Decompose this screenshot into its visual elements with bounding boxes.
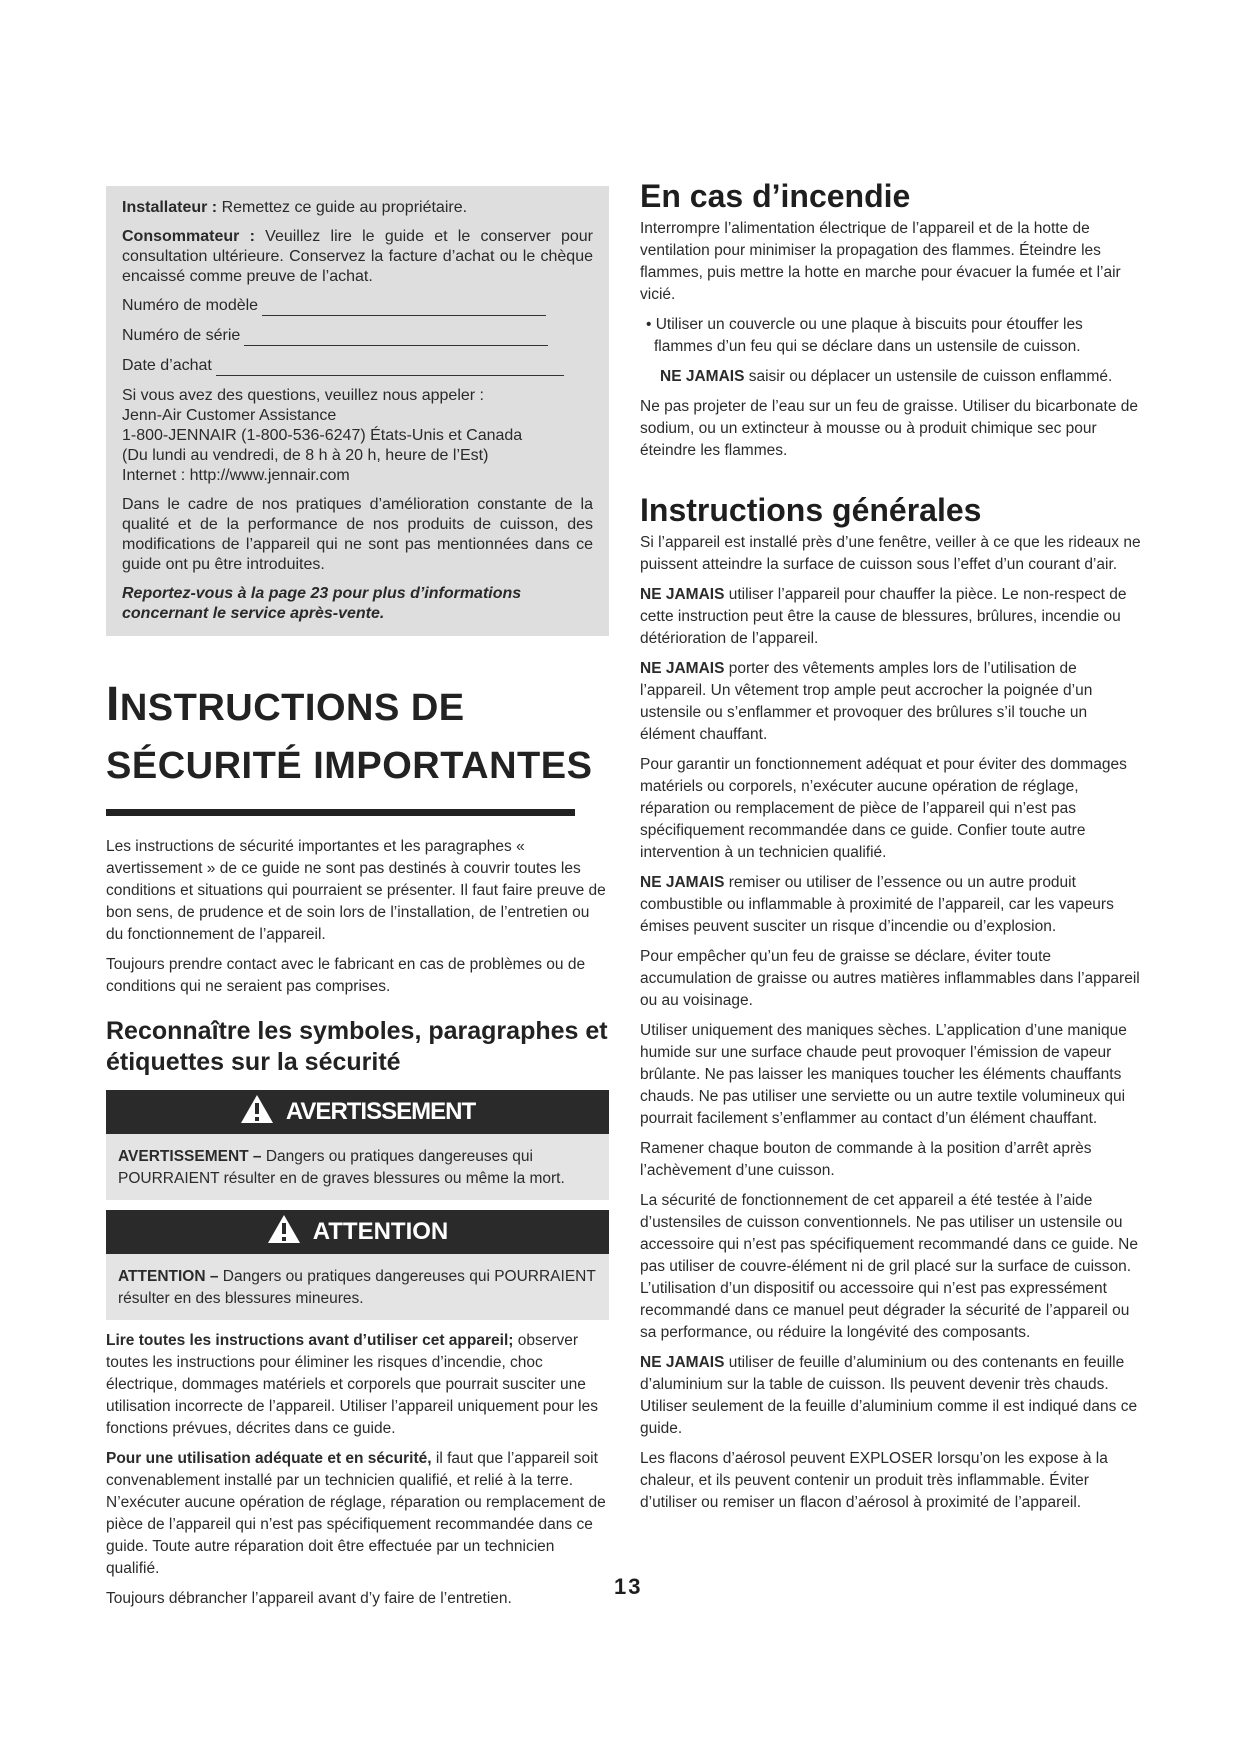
intro-paragraph: Les instructions de sécurité importantes et les paragraphes « avertissement » de ce guide ne sont pas destinés à couvrir toutes les conditions et situations qui pourraient se présenter. Il faut faire preuve de bon sens, de prudence et de soin lors de l’installation, de l’entretien ou du fonctionnement de l’appareil. [106, 838, 606, 943]
read-all-text: observer toutes les instructions pour éliminer les risques d’incendie, choc électrique, dommages matériels et corporels que pourrait susciter une utilisation incorrecte de l’appareil. Utiliser l’appareil uniquement pour les fonctions prévues, décrites dans ce guide. [106, 1332, 598, 1437]
general-paragraph [640, 872, 1145, 938]
never-label: NE JAMAIS [640, 660, 725, 677]
main-title-rest: NSTRUCTIONS DE [119, 687, 465, 729]
contact-line: 1-800-JENNAIR (1-800-536-6247) États-Unis et Canada [122, 427, 523, 444]
attention-triangle-icon [267, 1214, 301, 1251]
warning-bar [106, 1090, 609, 1134]
general-paragraph: Si l’appareil est installé près d’une fenêtre, veiller à ce que les rideaux ne puissent atteindre la surface de cuisson sous l’effet d’un courant d’air. [640, 534, 1141, 573]
fire-never-paragraph [640, 366, 1145, 388]
never-label: NE JAMAIS [640, 586, 725, 603]
warning-term: AVERTISSEMENT – [118, 1148, 262, 1165]
read-all-bold: Lire toutes les instructions avant d’utiliser cet appareil; [106, 1332, 514, 1349]
never-label: NE JAMAIS [660, 368, 745, 385]
purchase-date-field [122, 356, 593, 376]
fire-never-text: saisir ou déplacer un ustensile de cuisson enflammé. [744, 368, 1113, 385]
consumer-text: Veuillez lire le guide et le conserver pour consultation ultérieure. Conservez la facture d’achat ou le chèque encaissé comme preuve de l’achat. [122, 228, 594, 285]
warning-triangle-icon [240, 1094, 274, 1131]
general-paragraph: Utiliser uniquement des maniques sèches. L’application d’une manique humide sur une surface chaude peut provoquer l’émission de vapeur brûlante. Ne pas laisser les maniques toucher les éléments chauffants chauds. Ne pas utiliser une serviette ou un autre textile volumineux qui pourrait facilement s’enflammer au contact d’un élément chauffant. [640, 1022, 1127, 1127]
serial-number-label: Numéro de série [122, 327, 241, 344]
general-section [640, 532, 1145, 1514]
general-paragraph [640, 584, 1145, 650]
general-paragraph: Pour empêcher qu’un feu de graisse se déclare, éviter toute accumulation de graisse ou autres matières inflammables dans l’appareil ou au voisinage. [640, 948, 1140, 1009]
general-paragraph [640, 1352, 1145, 1440]
fire-bullet: • Utiliser un couvercle ou une plaque à biscuits pour étouffer les flammes d’un feu qui se déclare dans un ustensile de cuisson. [646, 316, 1083, 355]
page-number: 13 [614, 1574, 643, 1599]
installer-label: Installateur : [122, 199, 218, 216]
main-title-initial: I [106, 678, 120, 731]
serial-number-line [244, 329, 548, 346]
fire-heading: En cas d’incendie [640, 178, 911, 214]
installer-text: Remettez ce guide au propriétaire. [217, 199, 468, 216]
consumer-note [122, 227, 593, 287]
general-paragraph: Ramener chaque bouton de commande à la position d’arrêt après l’achèvement d’une cuisson. [640, 1140, 1092, 1179]
right-column [640, 178, 1145, 1522]
consumer-label: Consommateur : [122, 228, 255, 245]
attention-description [106, 1254, 609, 1320]
attention-text: Dangers ou pratiques dangereuses qui POURRAIENT résulter en des blessures mineures. [118, 1268, 596, 1307]
attention-bar [106, 1210, 609, 1254]
contact-line: Jenn-Air Customer Assistance [122, 407, 337, 424]
general-paragraph: La sécurité de fonctionnement de cet appareil a été testée à l’aide d’ustensiles de cuisson conventionnels. Ne pas utiliser un ustensile ou accessoire qui n’est pas spécifiquement recommandé dans ce guide. Ne pas utiliser de couvre-élément ni de gril placé sur la surface de cuisson. L’utilisation d’un dispositif ou accessoire qui n’est pas expressément recommandé dans ce manuel peut dégrader la sécurité de l’appareil ou sa performance, ou réduire la longévité des composants. [640, 1192, 1138, 1341]
symbols-heading: Reconnaître les symboles, paragraphes et étiquettes sur la sécurité [106, 1017, 608, 1076]
attention-term: ATTENTION – [118, 1268, 219, 1285]
improvement-note: Dans le cadre de nos pratiques d’amélioration constante de la qualité et de la performance de nos produits de cuisson, des modifications de l’appareil qui ne sont pas mentionnées dans ce guide ont pu être introduites. [122, 496, 593, 573]
general-paragraph [640, 658, 1145, 746]
proper-use-paragraph [106, 1448, 609, 1580]
general-text: remiser ou utiliser de l’essence ou un autre produit combustible ou inflammable à proximité de l’appareil, car les vapeurs émises peuvent susciter un risque d’incendie ou d’explosion. [640, 874, 1114, 935]
contact-line: Si vous avez des questions, veuillez nous appeler : [122, 387, 484, 404]
intro-text [106, 836, 609, 998]
fire-section [640, 218, 1145, 462]
main-title-line2: SÉCURITÉ IMPORTANTES [106, 745, 593, 787]
contact-line: (Du lundi au vendredi, de 8 h à 20 h, heure de l’Est) [122, 447, 489, 464]
general-text: utiliser de feuille d’aluminium ou des contenants en feuille d’aluminium sur la table de cuisson. Ils peuvent devenir très chauds. Utiliser seulement de la feuille d’aluminium comme il est indiqué dans ce guide. [640, 1354, 1138, 1437]
purchase-date-label: Date d’achat [122, 357, 212, 374]
model-number-field [122, 296, 593, 316]
service-note: Reportez-vous à la page 23 pour plus d’informations concernant le service après-vente. [122, 585, 522, 622]
attention-bar-label: ATTENTION [312, 1218, 449, 1245]
model-number-label: Numéro de modèle [122, 297, 259, 314]
general-paragraph: Pour garantir un fonctionnement adéquat et pour éviter des dommages matériels ou corporels, n’exécuter aucune opération de réglage, réparation ou remplacement de pièce de l’appareil qui n’est pas spécifiquement recommandée dans ce guide. Confier toute autre intervention à un technicien qualifié. [640, 756, 1127, 861]
usage-instructions [106, 1330, 609, 1610]
general-text: utiliser l’appareil pour chauffer la pièce. Le non-respect de cette instruction peut être la cause de blessures, brûlures, incendie ou détérioration de l’appareil. [640, 586, 1127, 647]
proper-use-bold: Pour une utilisation adéquate et en sécurité, [106, 1450, 432, 1467]
general-text: porter des vêtements amples lors de l’utilisation de l’appareil. Un vêtement trop ample peut accrocher la poignée d’un ustensile ou s’enflammer et provoquer des brûlures s’il touche un élément chauffant. [640, 660, 1093, 743]
main-title [106, 676, 609, 795]
model-number-line [262, 299, 546, 316]
main-title-line1 [106, 676, 609, 737]
title-rule [106, 809, 575, 816]
contact-info [122, 386, 593, 486]
general-heading: Instructions générales [640, 492, 982, 528]
read-all-paragraph [106, 1330, 609, 1440]
serial-number-field [122, 326, 593, 346]
unplug-paragraph: Toujours débrancher l’appareil avant d’y faire de l’entretien. [106, 1590, 512, 1607]
never-label: NE JAMAIS [640, 874, 725, 891]
installer-note [122, 198, 593, 218]
general-paragraph: Les flacons d’aérosol peuvent EXPLOSER lorsqu’on les expose à la chaleur, et ils peuvent contenir un produit très inflammable. Éviter d’utiliser ou remiser un flacon d’aérosol à proximité de l’appareil. [640, 1450, 1108, 1511]
fire-paragraph: Ne pas projeter de l’eau sur un feu de graisse. Utiliser du bicarbonate de sodium, ou un extincteur à mousse ou à produit chimique sec pour éteindre les flammes. [640, 398, 1139, 459]
owner-info-box [106, 186, 609, 636]
intro-paragraph: Toujours prendre contact avec le fabricant en cas de problèmes ou de conditions qui ne seraient pas comprises. [106, 956, 586, 995]
fire-paragraph: Interrompre l’alimentation électrique de l’appareil et de la hotte de ventilation pour minimiser la propagation des flammes. Éteindre les flammes, puis mettre la hotte en marche pour évacuer la fumée et l’air vicié. [640, 220, 1121, 303]
left-column [106, 186, 609, 1618]
warning-text: Dangers ou pratiques dangereuses qui POURRAIENT résulter en de graves blessures ou même la mort. [118, 1148, 565, 1187]
purchase-date-line [216, 359, 564, 376]
contact-line: Internet : http://www.jennair.com [122, 467, 350, 484]
warning-bar-label: AVERTISSEMENT [285, 1098, 476, 1125]
warning-description [106, 1134, 609, 1200]
proper-use-text: il faut que l’appareil soit convenablement installé par un technicien qualifié, et relié à la terre. N’exécuter aucune opération de réglage, réparation ou remplacement de pièce de l’appareil qui n’est pas spécifiquement recommandée dans ce guide. Toute autre réparation doit être effectuée par un technicien qualifié. [106, 1450, 606, 1577]
never-label: NE JAMAIS [640, 1354, 725, 1371]
